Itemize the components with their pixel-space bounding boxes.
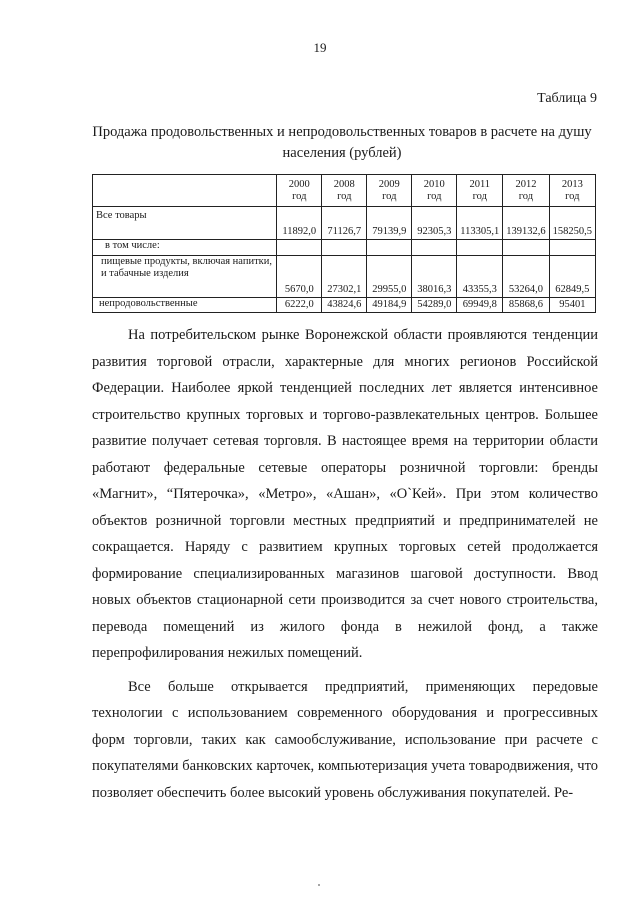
table-cell: 27302,1 xyxy=(322,256,367,298)
table-cell: 43824,6 xyxy=(322,298,367,313)
body-text xyxy=(92,322,598,806)
page-number: 19 xyxy=(313,40,327,55)
table-cell: 139132,6 xyxy=(503,207,549,240)
table-cell: 49184,9 xyxy=(367,298,412,313)
scan-dot xyxy=(318,884,320,886)
row-label: Все товары xyxy=(93,207,277,240)
table-row xyxy=(93,207,596,240)
table-cell: 79139,9 xyxy=(367,207,412,240)
table-header-row xyxy=(93,175,596,207)
table-row xyxy=(93,256,596,298)
table-cell: 113305,1 xyxy=(457,207,503,240)
table-cell: 6222,0 xyxy=(277,298,322,313)
row-label: непродовольственные xyxy=(93,298,277,313)
table-cell: 38016,3 xyxy=(412,256,457,298)
paragraph: На потребительском рынке Воронежской области проявляются тенденции развития торговой отрасли, характерные для многих регионов Российской Федерации. Наиболее яркой тенденцией последних лет является интенсивное строительство крупных торговых и торгово-развлекательных центров. Большее развитие получает сетевая торговля. В настоящее время на территории области работают федеральные сетевые операторы розничной торговли: бренды «Магнит», “Пятерочка», «Метро», «Ашан», «О`Кей». При этом количество объектов розничной торговли местных предприятий и предпринимателей не сокращается. Наряду с развитием крупных торговых сетей продолжается формирование специализированных магазинов шаговой доступности. Ввод новых объектов стационарной сети производится за счет нового строительства, перевода помещений из жилого фонда в нежилой фонд, а также перепрофилирования нежилых помещений. xyxy=(92,327,598,661)
table-cell: 69949,8 xyxy=(457,298,503,313)
year-header: 2012 год xyxy=(503,175,549,207)
table-cell xyxy=(322,240,367,256)
table-cell xyxy=(277,240,322,256)
year-header: 2000 год xyxy=(277,175,322,207)
row-label: пищевые продукты, включая напитки, и табачные изделия xyxy=(93,256,277,298)
table-cell: 71126,7 xyxy=(322,207,367,240)
table-cell: 158250,5 xyxy=(549,207,595,240)
row-label: в том числе: xyxy=(93,240,277,256)
table-row xyxy=(93,298,596,313)
table-cell: 54289,0 xyxy=(412,298,457,313)
year-header: 2010 год xyxy=(412,175,457,207)
table-cell: 29955,0 xyxy=(367,256,412,298)
table-cell: 53264,0 xyxy=(503,256,549,298)
table-cell xyxy=(503,240,549,256)
paragraph: Все больше открывается предприятий, применяющих передовые технологии с использованием современного оборудования и прогрессивных форм торговли, таких как самообслуживание, использование при расчете с покупателями банковских карточек, компьютеризация учета товародвижения, что позволяет обеспечить более высокий уровень обслуживания покупателей. Ре- xyxy=(92,678,598,801)
table-row xyxy=(93,240,596,256)
table-cell: 5670,0 xyxy=(277,256,322,298)
year-header: 2011 год xyxy=(457,175,503,207)
table-cell xyxy=(412,240,457,256)
table-cell xyxy=(549,240,595,256)
table-cell: 85868,6 xyxy=(503,298,549,313)
table-cell: 95401 xyxy=(549,298,595,313)
table-cell: 62849,5 xyxy=(549,256,595,298)
table-corner-cell xyxy=(93,175,277,207)
table-cell: 11892,0 xyxy=(277,207,322,240)
table-cell xyxy=(367,240,412,256)
year-header: 2009 год xyxy=(367,175,412,207)
table-cell: 43355,3 xyxy=(457,256,503,298)
table-title: Продажа продовольственных и непродовольственных товаров в расчете на душу населения (рублей) xyxy=(92,124,592,161)
year-header: 2008 год xyxy=(322,175,367,207)
table-cell xyxy=(457,240,503,256)
year-header: 2013 год xyxy=(549,175,595,207)
table-cell: 92305,3 xyxy=(412,207,457,240)
sales-table xyxy=(92,174,596,313)
table-label: Таблица 9 xyxy=(537,91,597,106)
